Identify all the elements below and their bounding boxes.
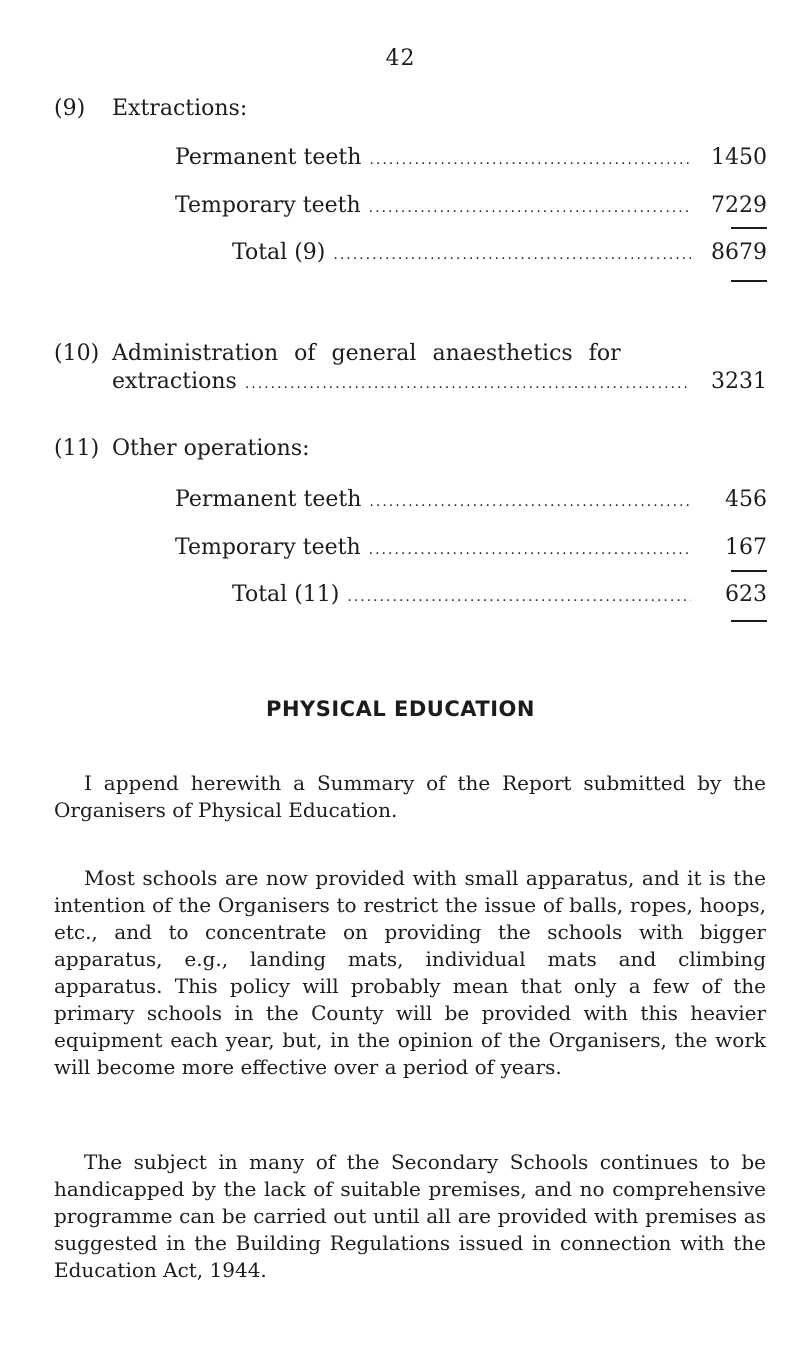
total-label: Total (9) [232, 240, 326, 265]
total-value: 623 [725, 582, 767, 607]
row-label: Permanent teeth [175, 145, 362, 170]
section-heading: PHYSICAL EDUCATION [266, 697, 535, 721]
section-11-total [232, 582, 767, 607]
section-9-title: Extractions: [112, 96, 248, 121]
section-9-heading [54, 96, 247, 121]
paragraph-3: The subject in many of the Secondary Schools continues to be handicapped by the lack of suitable premises, and no comprehensive programme can be carried out until all are provided with premises as suggested in the Building Regulations issued in connection with the Education Act, 1944. [54, 1150, 766, 1282]
leader-dots [369, 152, 691, 168]
section-11-number: (11) [54, 436, 100, 461]
total-rule [731, 280, 767, 282]
section-11-title: Other operations: [112, 436, 310, 461]
section-10-title: Administration of general anaesthetics for [112, 341, 621, 366]
row-label: extractions [112, 369, 237, 394]
subtotal-rule [731, 227, 767, 229]
row-value: 7229 [711, 193, 767, 218]
section-10-row [112, 369, 767, 394]
leader-dots [333, 247, 691, 263]
subtotal-rule [731, 570, 767, 572]
section-9-row-permanent [175, 145, 767, 170]
leader-dots [369, 200, 691, 216]
section-10-number: (10) [54, 341, 100, 366]
row-label: Temporary teeth [175, 535, 361, 560]
leader-dots [369, 494, 691, 510]
leader-dots [245, 376, 691, 392]
row-label: Permanent teeth [175, 487, 362, 512]
row-value: 456 [725, 487, 767, 512]
total-label: Total (11) [232, 582, 340, 607]
section-11-row-permanent [175, 487, 767, 512]
section-9-total [232, 240, 767, 265]
total-value: 8679 [711, 240, 767, 265]
leader-dots [369, 542, 691, 558]
leader-dots [347, 589, 691, 605]
page-number: 42 [385, 46, 416, 71]
section-11-row-temporary [175, 535, 767, 560]
row-value: 1450 [711, 145, 767, 170]
row-label: Temporary teeth [175, 193, 361, 218]
section-11-heading [54, 436, 310, 461]
section-10-heading [54, 341, 621, 366]
section-9-number: (9) [54, 96, 86, 121]
row-value: 167 [725, 535, 767, 560]
total-rule [731, 620, 767, 622]
row-value: 3231 [711, 369, 767, 394]
paragraph-1: I append herewith a Summary of the Report submitted by the Organisers of Physical Education. [54, 771, 766, 822]
paragraph-2: Most schools are now provided with small apparatus, and it is the intention of the Organisers to restrict the issue of balls, ropes, hoops, etc., and to concentrate on providing the schools with bigger apparatus, e.g., landing mats, individual mats and climbing apparatus. This policy will probably mean that only a few of the primary schools in the County will be provided with this heavier equipment each year, but, in the opinion of the Organisers, the work will become more effective over a period of years. [54, 866, 766, 1079]
section-9-row-temporary [175, 193, 767, 218]
